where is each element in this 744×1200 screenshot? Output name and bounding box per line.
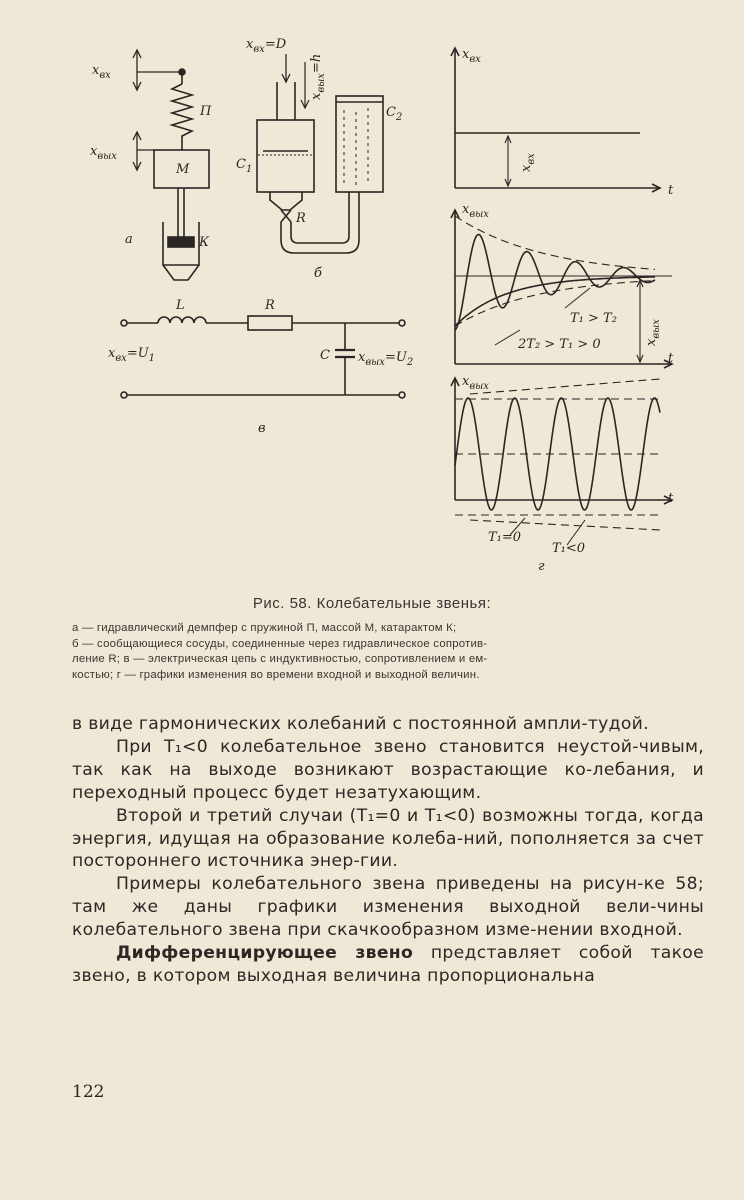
svg-text:xвых: $x_{вых}$	[462, 202, 489, 220]
panel-v-letter: в	[258, 421, 266, 436]
figure-58	[0, 0, 744, 590]
svg-text:xвых: $x_{вых}$	[462, 374, 489, 392]
resistor-icon	[248, 316, 292, 330]
svg-text:t: t	[668, 183, 674, 198]
svg-text:К: К	[199, 235, 210, 250]
a-xin-label: $x_{вх}$	[92, 63, 111, 81]
a-xout-label: $x_{вых}$	[90, 144, 117, 162]
svg-text:П: П	[200, 104, 212, 119]
paragraph: в виде гармонических колебаний с постоянной ампли-тудой.	[72, 714, 649, 734]
panel-a-letter: а	[125, 232, 133, 247]
svg-text:М: М	[176, 162, 190, 177]
svg-text:xвх: $x_{вх}$	[519, 153, 537, 172]
spring-icon	[172, 84, 192, 150]
paragraph: Примеры колебательного звена приведены на рисун-ке 58; там же даны графики изменения выходной вели-чины колебательного звена при скачкообразном изме-нении входной.	[72, 874, 704, 941]
caption-line: а — гидравлический демпфер с пружиной П, массой М, катарактом К;	[72, 622, 457, 634]
graph-undamped-output	[451, 374, 674, 574]
graph-input-step	[451, 47, 674, 198]
svg-text:C2: $C_2$	[386, 105, 403, 123]
caption-line: б — сообщающиеся сосуды, соединенные через гидравлическое сопротив-	[72, 637, 488, 650]
graph-damped-output	[451, 202, 674, 368]
figure-caption-title: Рис. 58. Колебательные звенья:	[252, 595, 492, 612]
caption-line: ление R; в — электрическая цепь с индуктивностью, сопротивлением и ем-	[72, 653, 488, 665]
panel-g-graphs	[451, 47, 674, 574]
svg-text:xвых: $x_{вых}$	[644, 319, 662, 346]
body-text	[72, 713, 704, 988]
panel-b-vessels	[236, 37, 402, 281]
inductor-icon	[158, 317, 206, 323]
svg-text:L: L	[176, 298, 185, 313]
svg-text:T₁=0: T₁=0	[488, 530, 522, 545]
svg-text:R: R	[296, 211, 306, 226]
svg-text:xвых=h: $x_{вых}=h$	[309, 53, 327, 100]
panel-g-letter: г	[538, 559, 545, 574]
svg-text:T₁<0: T₁<0	[552, 541, 586, 556]
svg-text:2T₂ > T₁ > 0: 2T₂ > T₁ > 0	[518, 337, 601, 352]
panel-v-circuit	[108, 298, 413, 436]
paragraph: Дифференцирующее звено представляет собой такое звено, в котором выходная величина пропорциональна	[72, 943, 704, 986]
figure-caption-body	[72, 621, 702, 683]
svg-text:C1: $C_1$	[236, 157, 253, 175]
svg-text:R: R	[265, 298, 275, 313]
caption-line: костью; г — графики изменения во времени входной и выходной величин.	[72, 668, 480, 681]
page-number: 122	[72, 1082, 105, 1102]
paragraph: При T₁<0 колебательное звено становится неустой-чивым, так как на выходе возникают возрастающие ко-лебания, и переходный процесс будет незатухающим.	[72, 736, 704, 803]
svg-text:C: C	[320, 348, 330, 363]
term-bold: Дифференцирующее звено	[116, 943, 414, 964]
svg-text:xвх=U1: $x_{вх}=U_1$	[108, 346, 156, 364]
svg-text:T₁ > T₂: T₁ > T₂	[570, 311, 617, 326]
svg-text:t: t	[668, 351, 674, 366]
aperiodic-curve	[455, 277, 655, 326]
svg-text:t: t	[668, 491, 674, 506]
svg-text:xвх: $x_{вх}$	[462, 47, 481, 65]
panel-b-letter: б	[314, 266, 322, 281]
svg-text:xвых=U2: $x_{вых}=U_2$	[358, 350, 414, 368]
paragraph: Второй и третий случаи (T₁=0 и T₁<0) возможны тогда, когда энергия, идущая на образование колеба-ний, пополняется за счет постороннего источника энер-гии.	[72, 805, 704, 872]
svg-text:xвх=D: $x_{вх}=D$	[246, 37, 287, 55]
panel-a-damper	[90, 50, 212, 280]
